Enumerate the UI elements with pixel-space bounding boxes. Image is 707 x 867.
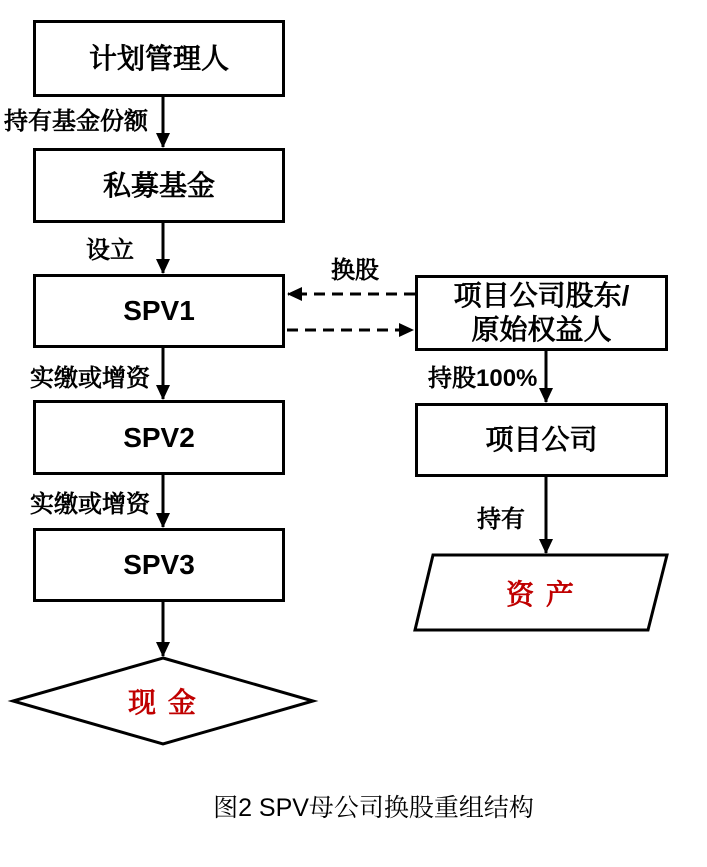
figure-caption: 图2 SPV母公司换股重组结构 <box>213 794 534 822</box>
edge-label-paid-in-or-increase-2: 实缴或增资 <box>30 491 150 518</box>
node-project-company <box>415 403 668 477</box>
node-spv3 <box>33 528 285 602</box>
node-plan-manager <box>33 20 285 97</box>
node-spv1 <box>33 274 285 348</box>
node-spv3-label: SPV3 <box>123 549 195 581</box>
node-spv2 <box>33 400 285 475</box>
edge-label-hold-fund-shares: 持有基金份额 <box>4 108 148 135</box>
node-project-company-label: 项目公司 <box>485 424 598 456</box>
node-project-company-shareholders <box>415 275 668 351</box>
node-private-fund <box>33 148 285 223</box>
node-spv2-label: SPV2 <box>123 421 195 453</box>
edge-label-establish: 设立 <box>86 237 134 264</box>
node-private-fund-label: 私募基金 <box>102 169 215 201</box>
node-shareholders-label-line1: 项目公司股东/ <box>453 280 630 312</box>
edge-label-hold-100pct: 持股100% <box>428 365 538 392</box>
node-shareholders-label-line2: 原始权益人 <box>471 314 612 345</box>
node-plan-manager-label: 计划管理人 <box>88 42 229 74</box>
node-assets-label: 资 产 <box>506 578 576 610</box>
edge-label-hold: 持有 <box>477 506 525 533</box>
node-cash-label: 现 金 <box>128 687 198 718</box>
edge-label-paid-in-or-increase-1: 实缴或增资 <box>30 365 150 392</box>
edge-label-share-swap: 换股 <box>331 257 379 284</box>
node-spv1-label: SPV1 <box>123 295 195 327</box>
